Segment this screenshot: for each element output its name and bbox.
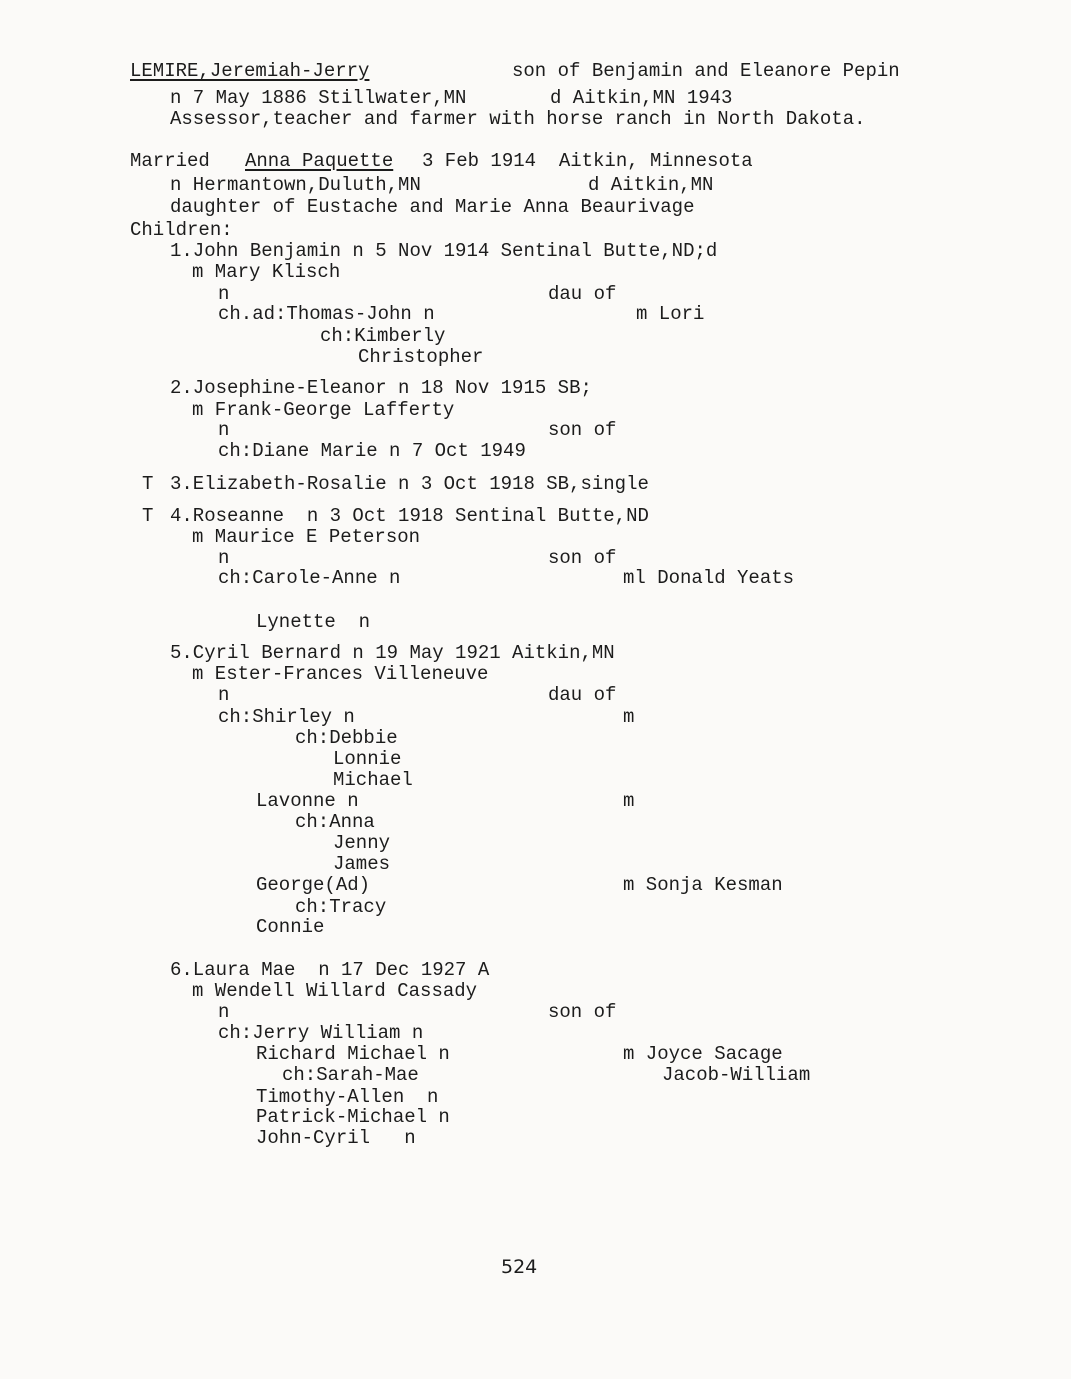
- child5-g1b: Lonnie: [333, 748, 402, 770]
- child5-ch2: Lavonne n: [256, 790, 359, 812]
- child5-line: 5.Cyril Bernard n 19 May 1921 Aitkin,MN: [170, 642, 615, 664]
- child1-gch1: ch:Kimberly: [320, 325, 446, 347]
- marriage-details: 3 Feb 1914 Aitkin, Minnesota: [422, 150, 753, 172]
- child5-g3a: ch:Tracy: [295, 896, 387, 918]
- child6-ch2: Richard Michael n: [256, 1043, 450, 1065]
- child2-line: 2.Josephine-Eleanor n 18 Nov 1915 SB;: [170, 377, 592, 399]
- child5-m1: m: [623, 706, 635, 728]
- child5-g3b: Connie: [256, 916, 325, 938]
- child6-line: 6.Laura Mae n 17 Dec 1927 A: [170, 959, 490, 981]
- child5-g2c: James: [333, 853, 391, 875]
- child1-dau: dau of: [548, 283, 617, 305]
- child5-g2a: ch:Anna: [295, 811, 375, 833]
- subject-parents: son of Benjamin and Eleanore Pepin: [512, 60, 900, 82]
- child6-m2: m Joyce Sacage: [623, 1043, 783, 1065]
- child6-son: son of: [548, 1001, 617, 1023]
- spouse-parents: daughter of Eustache and Marie Anna Beaurivage: [170, 196, 695, 218]
- child4-ch2: Lynette n: [256, 611, 371, 633]
- child6-ch4: Patrick-Michael n: [256, 1106, 450, 1128]
- child5-g1a: ch:Debbie: [295, 727, 398, 749]
- page-number: 524: [501, 1256, 538, 1278]
- child5-ch3: George(Ad): [256, 874, 371, 896]
- child1-spouse: m Mary Klisch: [192, 261, 341, 283]
- subject-death: d Aitkin,MN 1943: [550, 87, 733, 109]
- child1-n: n: [218, 283, 230, 305]
- child6-ch1: ch:Jerry William n: [218, 1022, 424, 1044]
- child6-g2a: ch:Sarah-Mae: [282, 1064, 419, 1086]
- subject-name: LEMIRE,Jeremiah-Jerry: [130, 60, 370, 82]
- child4-mark: T: [142, 505, 154, 527]
- child5-ch1: ch:Shirley n: [218, 706, 355, 728]
- child2-n: n: [218, 419, 230, 441]
- child1-m: m Lori: [636, 303, 705, 325]
- child4-spouse: m Maurice E Peterson: [192, 526, 421, 548]
- child5-m2: m: [623, 790, 635, 812]
- child6-ch3: Timothy-Allen n: [256, 1086, 439, 1108]
- child2-ch: ch:Diane Marie n 7 Oct 1949: [218, 440, 526, 462]
- child4-line: 4.Roseanne n 3 Oct 1918 Sentinal Butte,ND: [170, 505, 649, 527]
- child4-m: ml Donald Yeats: [623, 567, 795, 589]
- child1-gch2: Christopher: [358, 346, 484, 368]
- child5-n: n: [218, 684, 230, 706]
- child4-ch: ch:Carole-Anne n: [218, 567, 401, 589]
- child5-g1c: Michael: [333, 769, 413, 791]
- child6-n: n: [218, 1001, 230, 1023]
- subject-occupation: Assessor,teacher and farmer with horse ranch in North Dakota.: [170, 108, 866, 130]
- married-label: Married: [130, 150, 210, 172]
- child3-mark: T: [142, 473, 154, 495]
- child1-ch: ch.ad:Thomas-John n: [218, 303, 435, 325]
- spouse-death: d Aitkin,MN: [588, 174, 714, 196]
- child5-g2b: Jenny: [333, 832, 391, 854]
- child2-spouse: m Frank-George Lafferty: [192, 399, 455, 421]
- child6-ch5: John-Cyril n: [256, 1127, 416, 1149]
- child5-dau: dau of: [548, 684, 617, 706]
- child6-g2b: Jacob-William: [662, 1064, 811, 1086]
- children-label: Children:: [130, 219, 233, 241]
- subject-birth: n 7 May 1886 Stillwater,MN: [170, 87, 467, 109]
- child4-son: son of: [548, 547, 617, 569]
- child5-spouse: m Ester-Frances Villeneuve: [192, 663, 489, 685]
- spouse-birth: n Hermantown,Duluth,MN: [170, 174, 421, 196]
- child5-m3: m Sonja Kesman: [623, 874, 783, 896]
- child3-line: 3.Elizabeth-Rosalie n 3 Oct 1918 SB,single: [170, 473, 649, 495]
- child6-spouse: m Wendell Willard Cassady: [192, 980, 478, 1002]
- child2-son: son of: [548, 419, 617, 441]
- child4-n: n: [218, 547, 230, 569]
- child1-line: 1.John Benjamin n 5 Nov 1914 Sentinal Butte,ND;d: [170, 240, 718, 262]
- spouse-name: Anna Paquette: [245, 150, 394, 172]
